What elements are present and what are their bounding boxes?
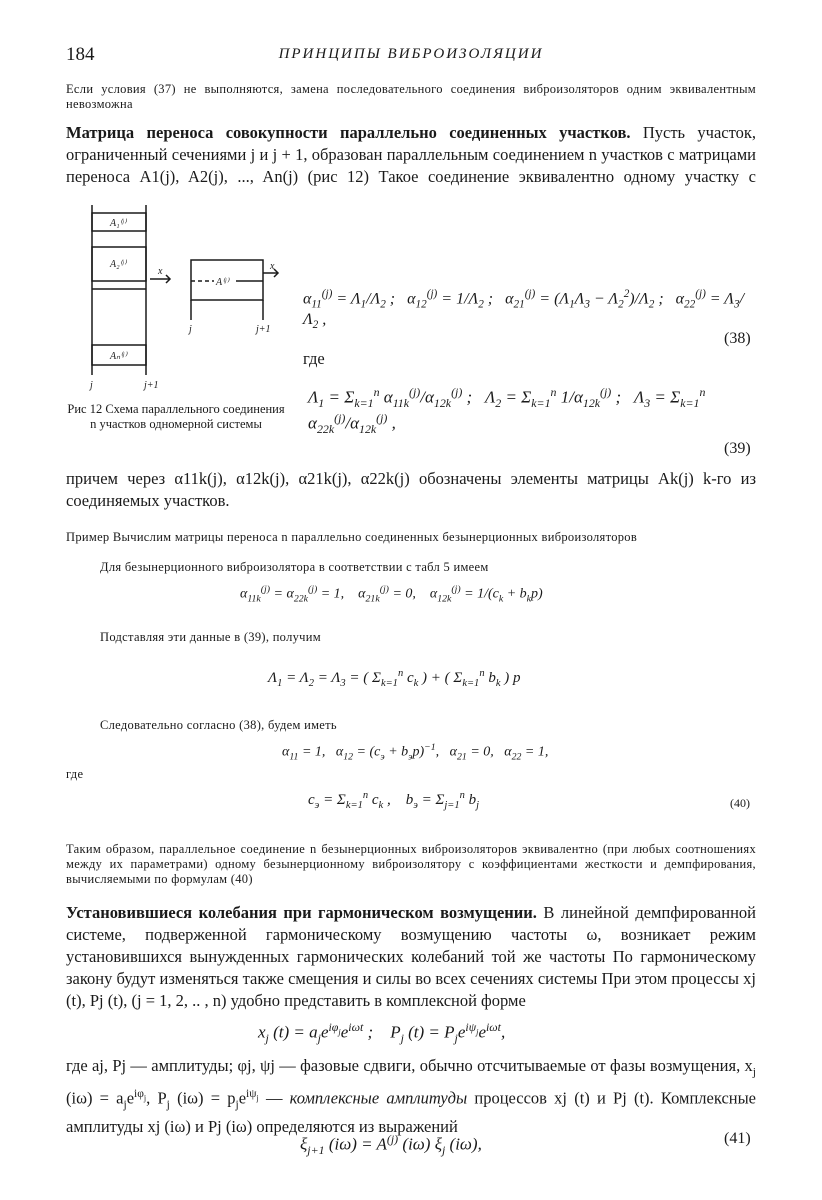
section2-text-a: В линейной демпфированной системе, подверженной гармоническому возмущению частоты ω, возникает режим установившихся вынужденных гармонических колебаний той же частоты По гармоническому закону будут изменяться также смещения и силы во всех сечениях системы При этом процессы xj (t), Pj (t), (j = 1, 2, .. , n) удобно представить в комплексной форме xyxy=(66,903,756,1010)
equation-38: $\alpha_{11}^{(j)} = \Lambda_1/\Lambda_2$ ; $\alpha_{12}^{(j)} = 1/\Lambda_2$ ; $\alpha_{21}^{(j)} = (\Lambda_1\Lambda_3 - \Lambda_2^2)/\Lambda_2$ ; $\alpha_{22}^{(j)} = \Lambda_3/\Lambda_2$ , xyxy=(303,288,745,331)
section1-text-b: причем через α11k(j), α12k(j), α21k(j), α22k(j) обозначены элементы матрицы Ak(j) k-го из соединяемых участков. xyxy=(66,469,756,510)
figure-label-a: A⁽ʲ⁾ xyxy=(216,277,229,288)
figure-label-a2: A₂⁽ʲ⁾ xyxy=(110,259,127,270)
section2-heading: Установившиеся колебания при гармоническом возмущении. xyxy=(66,903,537,922)
section2-text-b-end: процессов xj (t) и Pj (t). Комплексные амплитуды xj (iω) и Pj (iω) определяются из выражений xyxy=(66,1088,757,1137)
figure-label-a1: A₁⁽ʲ⁾ xyxy=(110,218,127,229)
section1-heading: Матрица переноса совокупности параллельно соединенных участков. xyxy=(66,123,631,142)
equation-41: $\xi_{j+1}$ $(i\omega) = A^{(j)}$ (iω) $\xi_j$ (iω), xyxy=(300,1132,482,1158)
example-conclusion: Таким образом, параллельное соединение n безынерционных виброизоляторов эквивалентно (при любых соотношениях между их параметрами) одному безынерционному виброизолятору с коэффициентами жесткости и демпфирования, вычисляемыми по формулам (40) xyxy=(66,842,756,886)
example-line3: Подставляя эти данные в (39), получим xyxy=(100,630,321,644)
complex-form-formula: $x_j$ $(t) = a_je^{i\varphi_j}e^{i\omega t}$ ; $P_j$ $(t) = P_je^{i\psi_j}e^{i\omega t}$, xyxy=(258,1020,506,1046)
section1-where: где xyxy=(303,349,325,368)
figure-label-j-left: j xyxy=(90,380,93,391)
figure-label-j1-right: j+1 xyxy=(256,324,271,335)
figure-caption: Рис 12 Схема параллельного соединения n участков одномерной системы xyxy=(67,402,285,431)
section1-paragraph xyxy=(66,122,756,188)
figure-label-j-right: j xyxy=(189,324,192,335)
example-formula-1: $\alpha_{11k}^{(j)} = \alpha_{22k}^{(j)} = 1$, $\alpha_{21k}^{(j)} = 0$, $\alpha_{12k}^{(j)} = 1/(c_k + b_kp)$ xyxy=(240,584,543,605)
section2-paragraph xyxy=(66,902,756,1012)
figure-label-an: Aₙ⁽ʲ⁾ xyxy=(110,351,127,362)
equation-40: $c_э = \Sigma_{k=1}^n$ $c_k$ , $b_э = \Sigma_{j=1}^n$ $b_j$ xyxy=(308,790,480,811)
equation-39-number: (39) xyxy=(724,440,751,457)
equation-39: $\Lambda_1 = \Sigma_{k=1}^n$ $\alpha_{11k}^{(j)}/\alpha_{12k}^{(j)}$ ; $\Lambda_2 = \Sigma_{k=1}^n$ $1/\alpha_{12k}^{(j)}$ ; $\Lambda_3 = \Sigma_{k=1}^n$ $\alpha_{22k}^{(j)}/\alpha_{12k}^{(j)}$ , xyxy=(308,385,706,437)
complex-amplitudes-term: комплексные амплитуды xyxy=(289,1088,468,1108)
example-intro: Пример Вычислим матрицы переноса n параллельно соединенных безынерционных виброизоляторов xyxy=(66,530,638,544)
equation-38-number: (38) xyxy=(724,330,751,347)
figure-label-x-right: x xyxy=(270,261,275,272)
running-title: ПРИНЦИПЫ ВИБРОИЗОЛЯЦИИ xyxy=(278,46,544,62)
page-number: 184 xyxy=(66,44,95,65)
figure-label-j1-left: j+1 xyxy=(144,380,159,391)
section2-paragraph-b: где aj, Pj — амплитуды; φj, ψj — фазовые сдвиги, обычно отсчитываемые от фазы возмущения, $x_j$ $(i\omega) = a_je^{i\varphi_j}$, $P_j$ $(i\omega) = p_je^{i\psi_j}$ — комплексные амплитуды процессов xj (t) и Pj (t). Комплексные амплитуды xj (iω) и Pj (iω) определяются из выражений xyxy=(66,1056,757,1137)
example-line4: Следовательно согласно (38), будем иметь xyxy=(100,718,337,732)
figure-parallel-scheme xyxy=(66,195,296,395)
example-formula-3: $\alpha_{11} = 1$, $\alpha_{12} = (c_э + b_эp)^{-1}$, $\alpha_{21} = 0$, $\alpha_{22} = 1$, xyxy=(282,742,549,763)
equation-41-number: (41) xyxy=(724,1130,751,1147)
example-where: где xyxy=(66,767,84,781)
intro-note: Если условия (37) не выполняются, замена последовательного соединения виброизоляторов одним эквивалентным невозможна xyxy=(66,82,756,111)
example-line2: Для безынерционного виброизолятора в соответствии с табл 5 имеем xyxy=(100,560,489,574)
figure-label-x-left: x xyxy=(158,266,163,277)
example-formula-2: $\Lambda_1 = \Lambda_2 = \Lambda_3$ = ( $\Sigma_{k=1}^n$ $c_k$ ) + ( $\Sigma_{k=1}^n$ $b_k$ ) p xyxy=(268,668,521,689)
equation-40-number: (40) xyxy=(730,796,750,810)
section2-text-b-start: где aj, Pj — амплитуды; φj, ψj — фазовые сдвиги, обычно отсчитываемые от фазы возмущения, xyxy=(66,1056,741,1075)
section1-text-a: Пусть участок, ограниченный сечениями j и j + 1, образован параллельным соединением n участков с матрицами переноса A1(j), A2(j), ..., An(j) (рис 12) Такое соединение эквивалентно одному участку с xyxy=(66,123,756,186)
